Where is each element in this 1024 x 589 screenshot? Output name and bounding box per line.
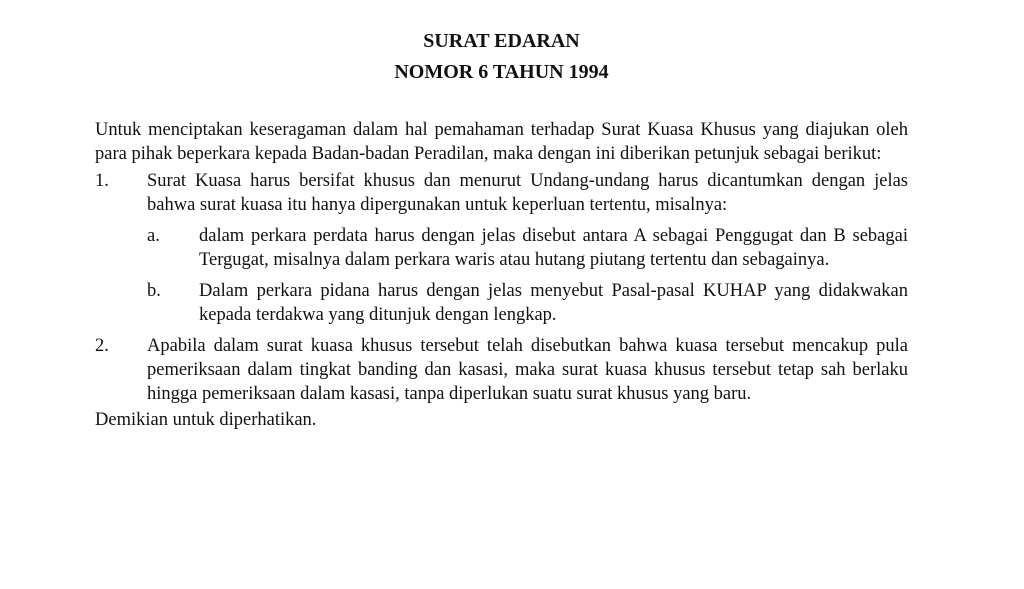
sub-item-letter: b. (147, 281, 161, 301)
closing-line: Demikian untuk diperhatikan. (95, 410, 317, 430)
document-page (95, 26, 908, 432)
intro-paragraph: Untuk menciptakan keseragaman dalam hal pemahaman terhadap Surat Kuasa Khusus yang diajukan oleh para pihak beperkara kepada Badan-badan Peradilan, maka dengan ini diberikan petunjuk sebagai berikut: (95, 120, 908, 164)
sub-item-a (147, 224, 908, 272)
sub-item-text: dalam perkara perdata harus dengan jelas disebut antara A sebagai Penggugat dan B sebagai Tergugat, misalnya dalam perkara waris atau hutang piutang tertentu dan sebagainya. (199, 226, 908, 270)
sub-item-b (147, 279, 908, 327)
sub-item-text: Dalam perkara pidana harus dengan jelas menyebut Pasal-pasal KUHAP yang didakwakan kepada terdakwa yang ditunjuk dengan lengkap. (199, 281, 908, 325)
list-item-1 (95, 169, 908, 327)
document-title: SURAT EDARAN (423, 30, 580, 52)
list-item-number: 1. (95, 171, 109, 191)
document-number: NOMOR 6 TAHUN 1994 (394, 61, 609, 83)
list-item-text: Apabila dalam surat kuasa khusus tersebut telah disebutkan bahwa kuasa tersebut mencakup pula pemeriksaan dalam tingkat banding dan kasasi, maka surat kuasa khusus tersebut tetap sah berlaku hingga pemeriksaan dalam kasasi, tanpa diperlukan suatu surat khusus yang baru. (147, 336, 908, 404)
list-item-2 (95, 334, 908, 406)
list-item-text: Surat Kuasa harus bersifat khusus dan menurut Undang-undang harus dicantumkan dengan jelas bahwa surat kuasa itu hanya dipergunakan untuk keperluan tertentu, misalnya: (147, 171, 908, 215)
list-item-number: 2. (95, 336, 109, 356)
sub-item-letter: a. (147, 226, 160, 246)
